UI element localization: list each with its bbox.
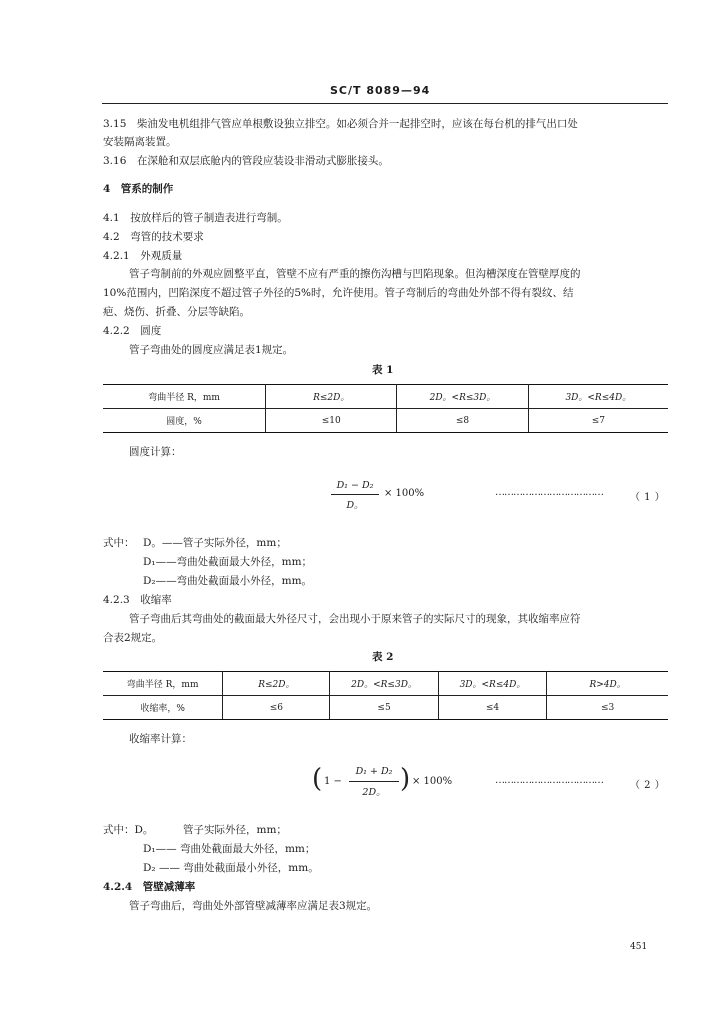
table2-header-cell: R≤2D。 — [223, 672, 330, 696]
clause-4-2-1-line3: 疤、烧伤、折叠、分层等缺陷。 — [103, 306, 250, 318]
document-code: SC/T 8089—94 — [330, 84, 431, 97]
table1-header-cell: 弯曲半径 R，mm — [103, 385, 266, 409]
formula1-number: （ 1 ） — [630, 492, 666, 503]
clause-3-15-line1: 3.15 柴油发电机组排气管应单根敷设独立排空。如必须合并一起排空时，应该在每台机的排气出口处 — [103, 118, 578, 130]
table2-header-cell: 2D。<R≤3D。 — [330, 672, 438, 696]
formula2-right-paren: ) — [400, 764, 411, 794]
table2-header-cell: 3D。<R≤4D。 — [438, 672, 546, 696]
section-4-heading: 4 管系的制作 — [103, 183, 174, 195]
clause-4-2-1-line1: 管子弯制前的外观应圆整平直，管壁不应有严重的擦伤沟槽与凹陷现象。但沟槽深度在管壁厚度的 — [129, 268, 581, 280]
table1-cell: ≤8 — [397, 409, 528, 433]
clause-3-16: 3.16 在深舱和双层底舱内的管段应装设非滑动式膨胀接头。 — [103, 155, 389, 167]
formula1-numerator: D₁ − D₂ — [336, 480, 374, 491]
formula2-tail: × 100% — [412, 776, 453, 787]
formula2-number: （ 2 ） — [630, 780, 666, 791]
where2-line1: 管子实际外径，mm； — [183, 824, 287, 836]
table1-caption: 表 1 — [372, 364, 394, 376]
table2-caption: 表 2 — [372, 651, 394, 663]
clause-4-1: 4.1 按放样后的管子制造表进行弯制。 — [103, 212, 288, 224]
formula1-denominator: D。 — [346, 500, 364, 511]
where1-label: 式中： — [103, 537, 135, 549]
clause-4-2-4: 4.2.4 管壁减薄率 — [103, 881, 196, 893]
table1-data-row — [103, 409, 668, 433]
clause-4-2-3: 4.2.3 收缩率 — [103, 594, 172, 606]
table2-cell: ≤5 — [330, 696, 438, 720]
table1-header-row — [103, 385, 668, 409]
formula1-tail: × 100% — [384, 488, 425, 499]
page-number: 451 — [630, 942, 648, 952]
where1-line1: D。——管子实际外径，mm； — [143, 537, 287, 549]
table2-header-cell: 弯曲半径 R，mm — [103, 672, 223, 696]
formula2-numerator: D₁ + D₂ — [355, 766, 393, 777]
clause-4-2-2: 4.2.2 圆度 — [103, 325, 162, 337]
table1-cell: 圆度，% — [103, 409, 266, 433]
table2-cell: 收缩率，% — [103, 696, 223, 720]
header-rule — [102, 103, 668, 104]
table1-header-cell: R≤2D。 — [266, 385, 397, 409]
shrink-calc-label: 收缩率计算： — [129, 733, 192, 745]
table2-cell: ≤6 — [223, 696, 330, 720]
formula2-leader: ……………………………… — [495, 775, 603, 786]
clause-4-2-3-line2: 合表2规定。 — [103, 632, 163, 644]
where1-line2: D₁——弯曲处截面最大外径，mm； — [143, 556, 313, 568]
table1-header-cell: 3D。<R≤4D。 — [528, 385, 668, 409]
where2-line2: D₁—— 弯曲处截面最大外径，mm； — [143, 843, 316, 855]
where1-line3: D₂——弯曲处截面最小外径，mm。 — [143, 575, 313, 587]
table1-cell: ≤7 — [528, 409, 668, 433]
formula2-prefix: 1 − — [324, 776, 342, 787]
table1-header-cell: 2D。<R≤3D。 — [397, 385, 528, 409]
table1 — [103, 384, 668, 433]
table2-header-cell: R>4D。 — [547, 672, 668, 696]
clause-3-15-line2: 安装隔离装置。 — [103, 136, 177, 148]
table2-header-row — [103, 672, 668, 696]
table2-cell: ≤4 — [438, 696, 546, 720]
table1-cell: ≤10 — [266, 409, 397, 433]
formula2-fraction-bar — [349, 781, 399, 782]
formula2-denominator: 2D。 — [362, 787, 386, 798]
clause-4-2-4-text: 管子弯曲后，弯曲处外部管壁减薄率应满足表3规定。 — [129, 900, 378, 912]
formula2-left-paren: ( — [312, 764, 323, 794]
clause-4-2-3-line1: 管子弯曲后其弯曲处的截面最大外径尺寸，会出现小于原来管子的实际尺寸的现象，其收缩率应符 — [129, 613, 581, 625]
clause-4-2-2-text: 管子弯曲处的圆度应满足表1规定。 — [129, 344, 294, 356]
table2-cell: ≤3 — [547, 696, 668, 720]
formula1-fraction-bar — [331, 494, 379, 495]
table2-data-row — [103, 696, 668, 720]
where2-label: 式中：D。 — [103, 824, 154, 836]
roundness-calc-label: 圆度计算： — [129, 446, 182, 458]
clause-4-2: 4.2 弯管的技术要求 — [103, 231, 204, 243]
table2 — [103, 671, 668, 720]
clause-4-2-1-line2: 10%范围内，凹陷深度不超过管子外径的5%时，允许使用。管子弯制后的弯曲处外部不得有裂纹、结 — [103, 287, 574, 299]
clause-4-2-1: 4.2.1 外观质量 — [103, 250, 183, 262]
where2-line3: D₂ —— 弯曲处截面最小外径，mm。 — [143, 862, 319, 874]
formula1-leader: ……………………………… — [495, 487, 603, 498]
